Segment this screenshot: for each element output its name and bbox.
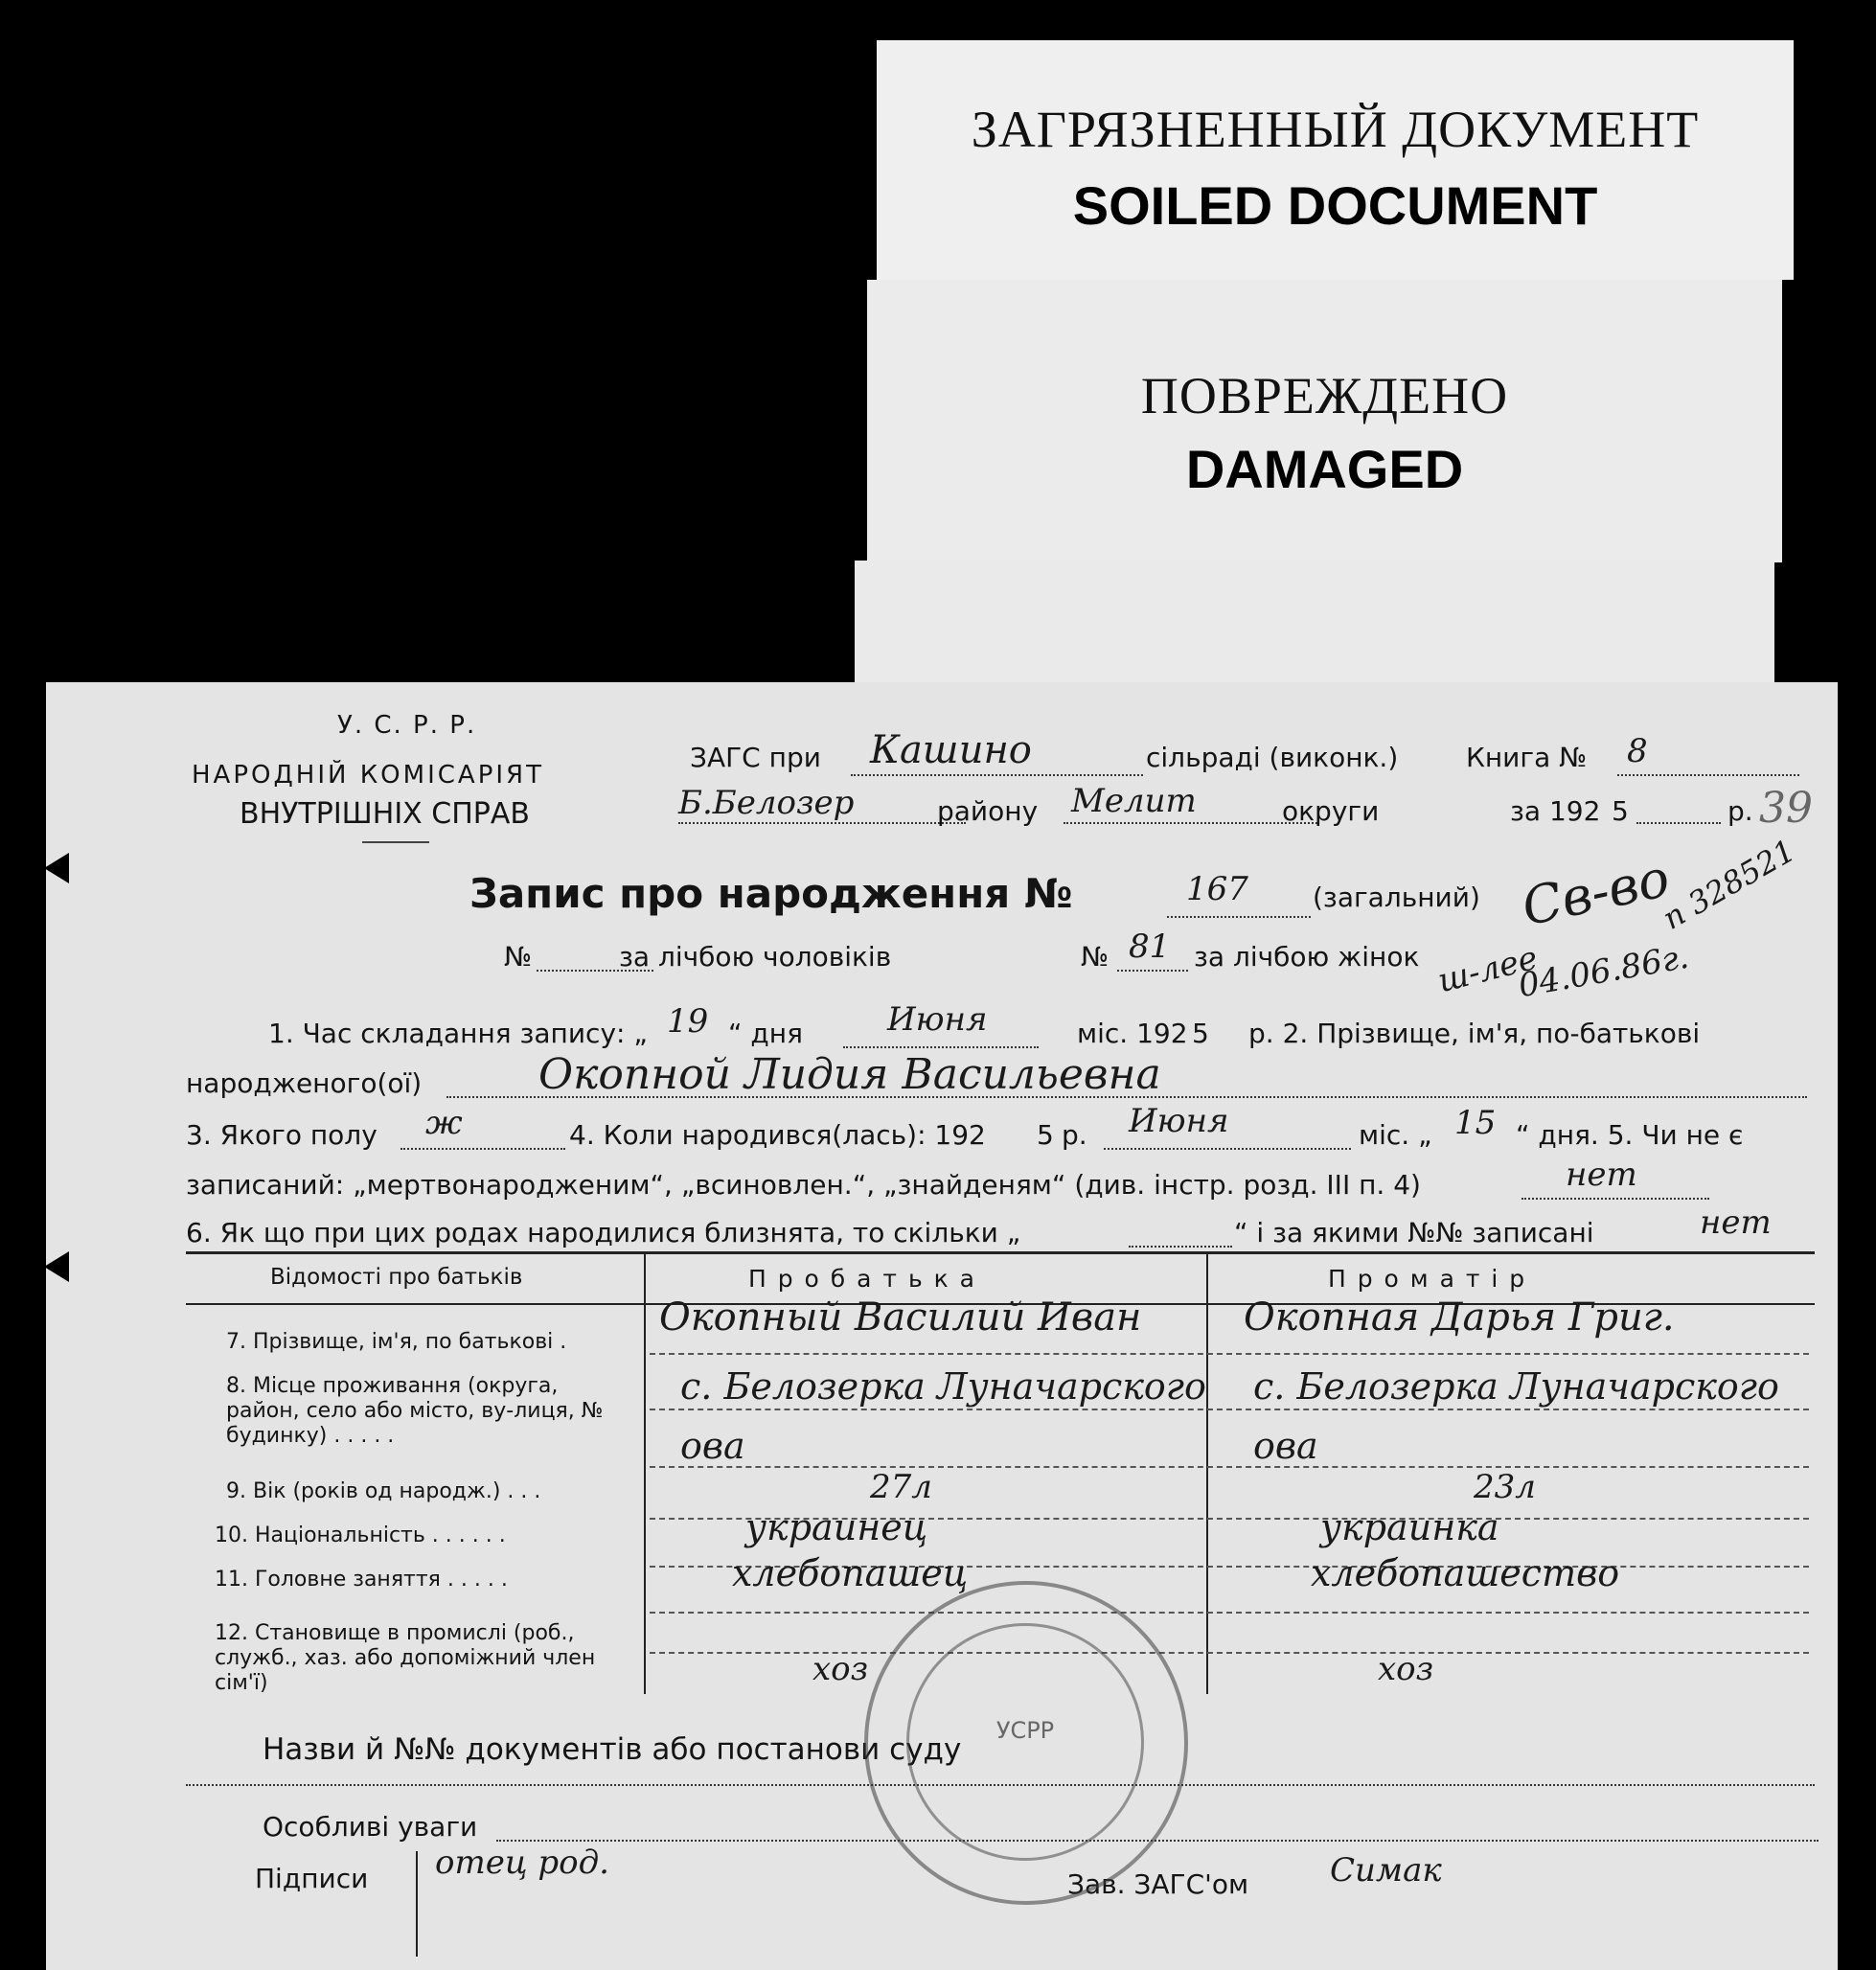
field4-label: 4. Коли народився(лась): 192	[569, 1119, 986, 1151]
notes-line	[496, 1840, 1819, 1842]
table-header-father: П р о б а т ь к а	[748, 1265, 976, 1293]
field1-month: Июня	[887, 1000, 988, 1039]
field3-label: 3. Якого полу	[186, 1119, 377, 1151]
state-abbreviation: У. С. Р. Р.	[337, 711, 477, 740]
mother-occupation: хлебопашество	[1311, 1552, 1620, 1594]
field1-day: 19	[667, 1002, 709, 1041]
record-general-label: (загальний)	[1313, 882, 1480, 913]
table-divider-left	[644, 1253, 646, 1694]
father-status: хоз	[812, 1650, 869, 1688]
field6-label2: “ і за якими №№ записані	[1234, 1217, 1594, 1248]
field6-count-line	[1129, 1246, 1232, 1248]
field3-value: ж	[425, 1104, 463, 1142]
mother-nationality: украинка	[1320, 1506, 1499, 1548]
field5-value: нет	[1566, 1156, 1637, 1194]
field2-value: Окопной Лидия Васильевна	[538, 1050, 1161, 1099]
father-nationality: украинец	[745, 1506, 928, 1548]
row7-label: 7. Прізвище, ім'я, по батькові .	[226, 1330, 567, 1354]
field6-value: нет	[1700, 1203, 1772, 1242]
father-residence: с. Белозерка Луначарского ова	[680, 1365, 1206, 1467]
punch-hole	[44, 853, 69, 883]
field1-label: 1. Час складання запису: „	[268, 1018, 648, 1049]
book-line	[1617, 774, 1799, 776]
field4-day: 15	[1454, 1104, 1497, 1142]
side-note-line4: 04.06.86г.	[1515, 937, 1692, 1006]
men-count-prefix: №	[504, 941, 533, 973]
okrug-line	[1064, 822, 1317, 824]
overlay-slip-base	[855, 561, 1774, 690]
zags-label: ЗАГС при	[690, 742, 821, 773]
signature-value: отец род.	[435, 1844, 609, 1882]
head-zags-label: Зав. ЗАГС'ом	[1067, 1868, 1249, 1900]
year-line	[1636, 822, 1721, 824]
field3-line	[400, 1148, 565, 1150]
district-label: району	[937, 795, 1039, 827]
damaged-label	[867, 280, 1782, 562]
field6-label: 6. Як що при цих родах народилися близнята, то скільки „	[186, 1217, 1021, 1248]
head-zags-signature: Симак	[1330, 1851, 1442, 1890]
zags-value: Кашино	[870, 728, 1032, 772]
damaged-ru-text: ПОВРЕЖДЕНО	[1140, 367, 1509, 424]
book-label: Книга №	[1466, 742, 1588, 773]
field4-month-label: міс. „	[1359, 1119, 1432, 1151]
field2-label: народженого(ої)	[186, 1067, 423, 1099]
table-header-mother: П р о м а т і р	[1328, 1265, 1527, 1293]
row10-label: 10. Національність . . . . . .	[215, 1523, 506, 1547]
women-count-line	[1117, 970, 1188, 972]
field4-day-suffix: “ дня. 5. Чи не є	[1516, 1119, 1744, 1151]
table-top-rule	[186, 1251, 1815, 1254]
documents-label: Назви й №№ документів або постанови суду	[263, 1732, 962, 1767]
official-stamp	[864, 1581, 1188, 1905]
signatures-label: Підписи	[255, 1863, 369, 1894]
punch-hole	[44, 1251, 69, 1282]
year-value: 5	[1612, 795, 1629, 827]
commissariat-line1: НАРОДНІЙ КОМІСАРІЯТ	[192, 761, 544, 790]
women-count-label: за лічбою жінок	[1194, 941, 1420, 973]
field5-label: записаний: „мертвонародженим“, „всиновлен.“, „знайденям“ (див. інстр. розд. III п. 4)	[186, 1169, 1421, 1201]
row12-label: 12. Становище в промислі (роб., служб., хаз. або допоміжний член сім'ї)	[215, 1621, 596, 1695]
damaged-en-text: DAMAGED	[1185, 439, 1464, 499]
side-note-line3: ш-лее	[1433, 938, 1542, 1001]
field1-year-suffix: р. 2. Прізвище, ім'я, по-батькові	[1248, 1018, 1701, 1049]
table-row-line	[650, 1612, 1809, 1614]
table-row-line	[650, 1353, 1809, 1355]
mother-status: хоз	[1378, 1650, 1434, 1688]
commissariat-line2: ВНУТРІШНІХ СПРАВ	[240, 797, 530, 831]
okrug-value: Мелит	[1071, 782, 1197, 820]
mother-age: 23л	[1474, 1468, 1536, 1506]
field4-year: 5	[1037, 1119, 1054, 1151]
signature-bracket	[416, 1851, 418, 1957]
women-count-prefix: №	[1081, 941, 1110, 973]
field1-year: 5	[1192, 1018, 1209, 1049]
row8-label: 8. Місце проживання (округа, район, село або місто, ву-лиця, № будинку) . . . . .	[226, 1374, 604, 1448]
record-title: Запис про народження №	[469, 870, 1073, 917]
field1-month-line	[843, 1046, 1039, 1048]
women-count-value: 81	[1129, 928, 1171, 966]
father-age: 27л	[870, 1468, 932, 1506]
father-occupation: хлебопашец	[732, 1552, 969, 1594]
header-divider	[362, 841, 429, 843]
field4-month: Июня	[1129, 1102, 1229, 1140]
soiled-ru-text: ЗАГРЯЗНЕННЫЙ ДОКУМЕНТ	[971, 101, 1700, 158]
book-value: 8	[1627, 732, 1648, 770]
field4-month-line	[1104, 1148, 1351, 1150]
zags-line	[851, 774, 1143, 776]
father-name: Окопный Василий Иван	[659, 1295, 1142, 1340]
district-line	[678, 822, 966, 824]
corner-number: 39	[1759, 784, 1813, 833]
notes-label: Особливі уваги	[263, 1811, 478, 1843]
okrug-label: округи	[1282, 795, 1380, 827]
table-header-info: Відомості про батьків	[270, 1265, 523, 1290]
men-count-label: за лічбою чоловіків	[619, 941, 892, 973]
row9-label: 9. Вік (років од народж.) . . .	[226, 1479, 541, 1503]
field1-month-label: міс. 192	[1077, 1018, 1188, 1049]
field4-year-suffix: р.	[1062, 1119, 1087, 1151]
district-value: Б.Белозер	[678, 784, 855, 822]
field1-day-suffix: “ дня	[728, 1018, 803, 1049]
side-note-line2: п 328521	[1656, 832, 1802, 937]
year-label: за 192	[1510, 795, 1601, 827]
record-number-line	[1167, 916, 1311, 918]
year-suffix: р.	[1727, 795, 1753, 827]
stamp-text: УСРР	[995, 1717, 1055, 1744]
council-label: сільраді (виконк.)	[1146, 742, 1399, 773]
side-note-line1: Св-во	[1517, 847, 1675, 938]
field5-line	[1521, 1198, 1709, 1200]
soiled-en-text: SOILED DOCUMENT	[1072, 175, 1598, 236]
record-number: 167	[1186, 870, 1248, 908]
soiled-document-label	[877, 40, 1794, 280]
mother-residence: с. Белозерка Луначарского ова	[1253, 1365, 1779, 1467]
row11-label: 11. Головне заняття . . . . .	[215, 1568, 508, 1592]
mother-name: Окопная Дарья Григ.	[1244, 1295, 1675, 1340]
